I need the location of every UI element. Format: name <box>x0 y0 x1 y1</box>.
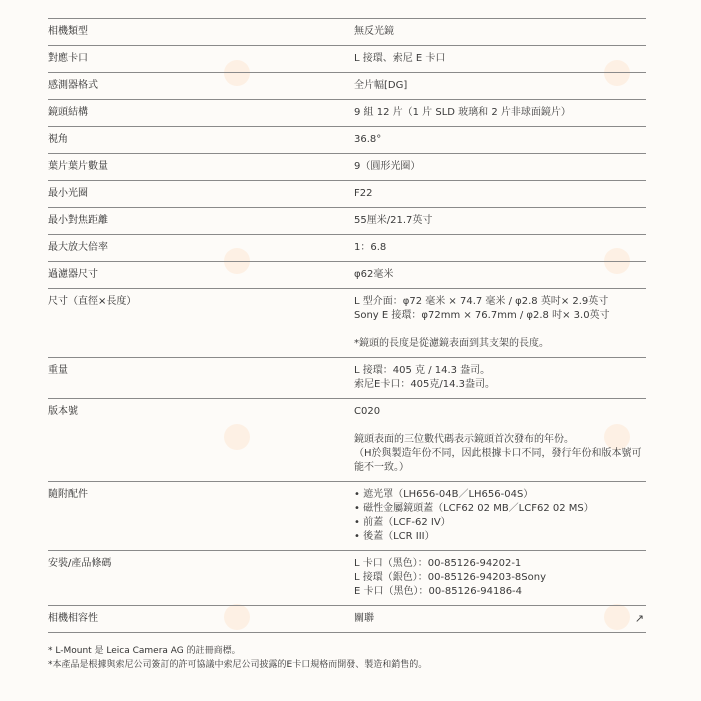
spec-value <box>354 241 646 255</box>
spec-row <box>48 262 646 289</box>
spec-value-line: 1：6.8 <box>354 242 387 253</box>
spec-value-line: φ62毫米 <box>354 269 394 280</box>
spec-row <box>48 127 646 154</box>
spec-row <box>48 73 646 100</box>
spec-label: 版本號 <box>48 406 78 417</box>
external-link-icon[interactable]: ↗ <box>634 612 644 625</box>
spec-value-line: *鏡頭的長度是從濾鏡表面到其支架的長度。 <box>354 338 549 349</box>
spec-label: 尺寸（直徑×長度） <box>48 296 137 307</box>
spec-label: 對應卡口 <box>48 53 88 64</box>
spec-value-line: E 卡口（黑色）：00-85126-94186-4 <box>354 586 523 597</box>
spec-value-line: L 卡口（黑色）：00-85126-94202-1 <box>354 558 522 569</box>
spec-label: 安裝/產品條碼 <box>48 558 112 569</box>
spec-value-line: 9（圓形光圈） <box>354 161 421 172</box>
spec-label: 相機相容性 <box>48 613 98 624</box>
spec-table <box>48 18 646 633</box>
spec-row <box>48 181 646 208</box>
spec-value <box>354 187 646 201</box>
spec-row <box>48 551 646 606</box>
footnote: *本產品是根據與索尼公司簽訂的許可協議中索尼公司披露的E卡口規格而開發、製造和銷售的。 <box>48 660 428 670</box>
spec-value-line: 關聯 <box>354 613 374 624</box>
spec-row <box>48 606 646 633</box>
spec-value-line: 全片幅[DG] <box>354 80 408 91</box>
spec-label: 最小光圈 <box>48 188 88 199</box>
spec-label: 葉片葉片數量 <box>48 161 108 172</box>
spec-value <box>354 160 646 174</box>
accessory-item: • 磁性金屬鏡頭蓋（LCF62 02 MB／LCF62 02 MS） <box>354 502 646 516</box>
spec-value-line: 無反光鏡 <box>354 26 394 37</box>
spec-value <box>354 364 646 392</box>
spec-value-line: 36.8° <box>354 134 382 145</box>
spec-value <box>354 79 646 93</box>
spec-row <box>48 208 646 235</box>
spec-value <box>354 214 646 228</box>
spec-value-line: L 接環（銀色）：00-85126-94203-8Sony <box>354 572 547 583</box>
spec-value <box>354 52 646 66</box>
spec-row <box>48 399 646 482</box>
spec-value-line: F22 <box>354 188 373 199</box>
spec-row <box>48 358 646 399</box>
footnotes <box>48 644 427 672</box>
spec-value-line: 鏡頭表面的三位數代碼表示鏡頭首次發布的年份。 <box>354 434 574 445</box>
spec-label: 視角 <box>48 134 68 145</box>
spec-row <box>48 18 646 46</box>
spec-value[interactable] <box>354 612 646 626</box>
spec-value-line: L 接環、索尼 E 卡口 <box>354 53 446 64</box>
spec-row <box>48 289 646 358</box>
spec-label: 鏡頭結構 <box>48 107 88 118</box>
spacer <box>354 323 646 337</box>
spec-value <box>354 268 646 282</box>
spec-label: 最大放大倍率 <box>48 242 108 253</box>
spec-label: 感測器格式 <box>48 80 98 91</box>
footnote: * L-Mount 是 Leica Camera AG 的註冊商標。 <box>48 646 241 656</box>
spec-row <box>48 235 646 262</box>
spec-value-line: （H於與製造年份不同，因此根據卡口不同，發行年份和版本號可能不一致。） <box>354 448 642 473</box>
accessory-item: • 後蓋（LCR III） <box>354 530 646 544</box>
spec-value-line: L 型介面：φ72 毫米 × 74.7 毫米 / φ2.8 英吋× 2.9英寸 <box>354 296 609 307</box>
spec-value <box>354 557 646 599</box>
spec-row <box>48 46 646 73</box>
spec-row <box>48 100 646 127</box>
spec-value-line: 55厘米/21.7英寸 <box>354 215 433 226</box>
spec-value <box>354 405 646 475</box>
spec-value-line: 索尼E卡口：405克/14.3盎司。 <box>354 379 496 390</box>
spec-row <box>48 482 646 551</box>
spec-label: 隨附配件 <box>48 489 88 500</box>
spec-label: 重量 <box>48 365 68 376</box>
spacer <box>354 419 646 433</box>
spec-value <box>354 488 646 544</box>
spec-label: 過濾器尺寸 <box>48 269 98 280</box>
spec-value <box>354 133 646 147</box>
accessory-list <box>354 488 646 544</box>
spec-value-line: L 接環：405 克 / 14.3 盎司。 <box>354 365 491 376</box>
spec-value-line: C020 <box>354 406 381 417</box>
spec-row <box>48 154 646 181</box>
spec-value-line: Sony E 接環：φ72mm × 76.7mm / φ2.8 吋× 3.0英寸 <box>354 310 610 321</box>
spec-label: 最小對焦距離 <box>48 215 108 226</box>
accessory-item: • 前蓋（LCF-62 IV） <box>354 516 646 530</box>
spec-label: 相機類型 <box>48 26 88 37</box>
accessory-item: • 遮光罩（LH656-04B／LH656-04S） <box>354 488 646 502</box>
spec-value <box>354 295 646 351</box>
spec-value <box>354 25 646 39</box>
spec-value <box>354 106 646 120</box>
spec-value-line: 9 組 12 片（1 片 SLD 玻璃和 2 片非球面鏡片） <box>354 107 571 118</box>
